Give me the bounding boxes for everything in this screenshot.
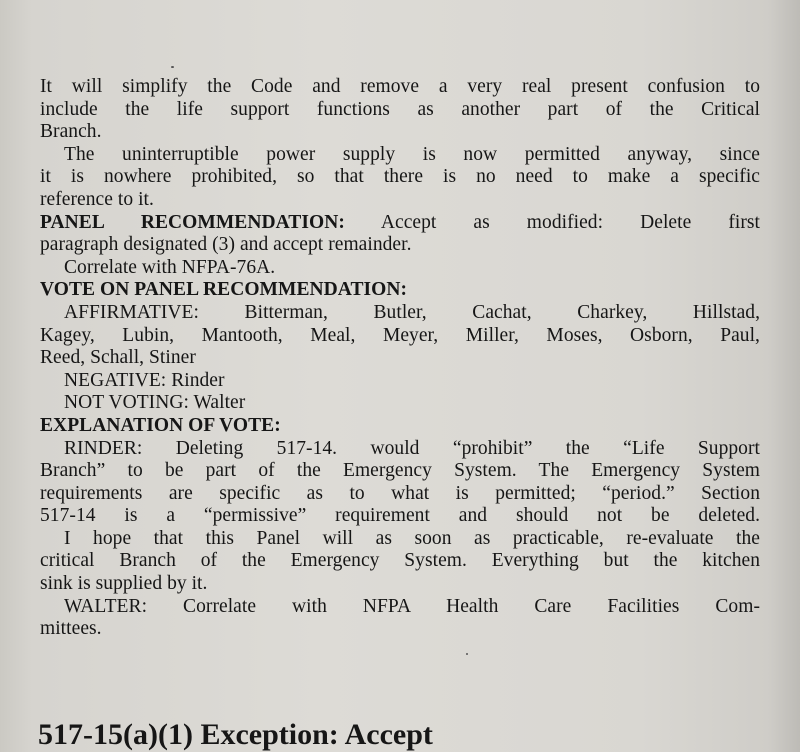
page-speck (466, 653, 468, 655)
panel-recommendation-text: Accept as modified: Delete first (344, 211, 760, 233)
text-line: The uninterruptible power supply is now permitted anyway, since (64, 143, 760, 165)
text-line: Kagey, Lubin, Mantooth, Meal, Meyer, Miller, Moses, Osborn, Paul, (40, 324, 760, 346)
document-body (40, 76, 760, 641)
page-speck (171, 66, 174, 68)
panel-recommendation-label: PANEL RECOMMENDATION: (40, 211, 345, 233)
explanation-heading: EXPLANATION OF VOTE: (40, 414, 281, 436)
text-line: I hope that this Panel will as soon as practicable, re-evaluate the (64, 527, 760, 549)
text-line: Branch. (40, 121, 102, 143)
text-line: critical Branch of the Emergency System. Everything but the kitchen (40, 550, 760, 572)
text-line: It will simplify the Code and remove a very real present confusion to (40, 76, 760, 97)
text-line: WALTER: Correlate with NFPA Health Care Facilities Com- (64, 595, 760, 617)
vote-heading: VOTE ON PANEL RECOMMENDATION: (40, 279, 408, 301)
text-line: RINDER: Deleting 517-14. would “prohibit” the “Life Support (64, 437, 760, 459)
panel-recommendation-line (40, 212, 760, 235)
text-line: AFFIRMATIVE: Bitterman, Butler, Cachat, Charkey, Hillstad, (64, 301, 760, 323)
text-line: NEGATIVE: Rinder (64, 369, 225, 391)
next-section-heading: 517-15(a)(1) Exception: Accept (38, 718, 433, 751)
text-line: Reed, Schall, Stiner (40, 347, 196, 369)
text-line: reference to it. (40, 188, 154, 210)
text-line: 517-14 is a “permissive” requirement and should not be deleted. (40, 505, 760, 527)
text-line: NOT VOTING: Walter (64, 392, 246, 414)
text-line: include the life support functions as another part of the Critical (40, 98, 760, 120)
text-line: sink is supplied by it. (40, 573, 208, 595)
text-line: Branch” to be part of the Emergency System. The Emergency System (40, 460, 760, 482)
text-line: requirements are specific as to what is permitted; “period.” Section (40, 482, 760, 504)
text-line: mittees. (40, 618, 102, 640)
text-line: paragraph designated (3) and accept remainder. (40, 234, 412, 256)
text-line: Correlate with NFPA-76A. (64, 256, 276, 278)
text-line: it is nowhere prohibited, so that there is no need to make a specific (40, 166, 760, 188)
